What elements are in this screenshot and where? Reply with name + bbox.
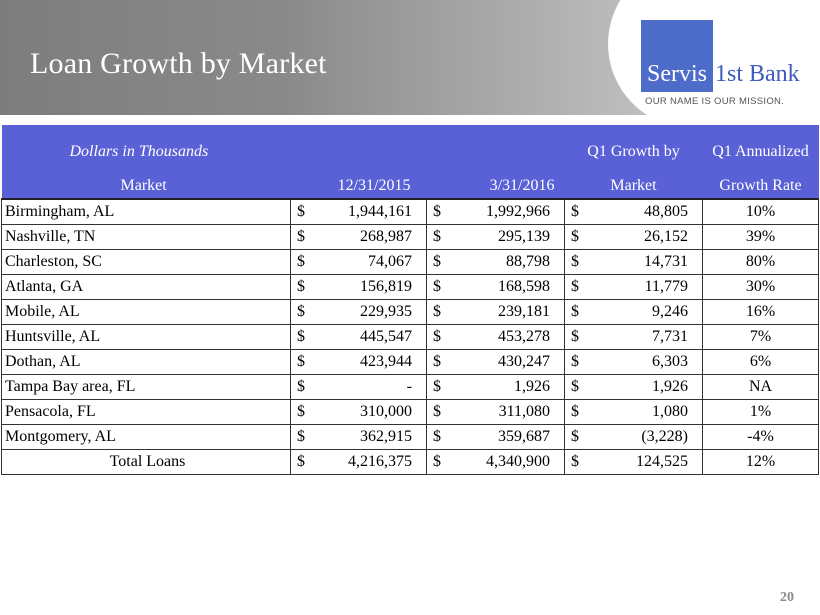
total-2015: 4,216,375 [317, 450, 427, 475]
total-growth: 124,525 [591, 450, 703, 475]
growth-rate: -4% [703, 425, 819, 450]
growth-value: (3,228) [591, 425, 703, 450]
value-2016: 430,247 [453, 350, 565, 375]
table-row [2, 350, 819, 375]
currency-symbol: $ [565, 375, 591, 400]
header-blank [427, 125, 565, 161]
currency-symbol: $ [565, 400, 591, 425]
currency-symbol: $ [291, 199, 317, 225]
currency-symbol: $ [427, 450, 453, 475]
currency-symbol: $ [427, 275, 453, 300]
growth-value: 26,152 [591, 225, 703, 250]
market-name: Tampa Bay area, FL [2, 375, 291, 400]
header-row-2 [2, 161, 819, 199]
currency-symbol: $ [427, 225, 453, 250]
value-2016: 1,926 [453, 375, 565, 400]
market-name: Huntsville, AL [2, 325, 291, 350]
currency-symbol: $ [565, 300, 591, 325]
growth-value: 6,303 [591, 350, 703, 375]
value-2015: 362,915 [317, 425, 427, 450]
market-name: Montgomery, AL [2, 425, 291, 450]
value-2016: 453,278 [453, 325, 565, 350]
market-name: Birmingham, AL [2, 199, 291, 225]
market-name: Nashville, TN [2, 225, 291, 250]
market-name: Atlanta, GA [2, 275, 291, 300]
header-rate-line2: Growth Rate [703, 161, 819, 199]
value-2015: 74,067 [317, 250, 427, 275]
currency-symbol: $ [565, 250, 591, 275]
currency-symbol: $ [291, 425, 317, 450]
total-rate: 12% [703, 450, 819, 475]
value-2016: 239,181 [453, 300, 565, 325]
currency-symbol: $ [427, 199, 453, 225]
currency-symbol: $ [565, 450, 591, 475]
total-label: Total Loans [2, 450, 291, 475]
header-row-1 [2, 125, 819, 161]
growth-rate: 80% [703, 250, 819, 275]
currency-symbol: $ [427, 425, 453, 450]
value-2015: 229,935 [317, 300, 427, 325]
loan-growth-table [1, 125, 819, 475]
value-2016: 168,598 [453, 275, 565, 300]
table-row [2, 400, 819, 425]
value-2016: 1,992,966 [453, 199, 565, 225]
value-2016: 88,798 [453, 250, 565, 275]
market-name: Charleston, SC [2, 250, 291, 275]
value-2015: 1,944,161 [317, 199, 427, 225]
total-2016: 4,340,900 [453, 450, 565, 475]
currency-symbol: $ [427, 250, 453, 275]
table-body [2, 199, 819, 475]
growth-value: 11,779 [591, 275, 703, 300]
growth-value: 14,731 [591, 250, 703, 275]
currency-symbol: $ [565, 275, 591, 300]
header-blank [291, 125, 427, 161]
currency-symbol: $ [427, 325, 453, 350]
logo-word-servis: Servis [647, 61, 707, 87]
growth-rate: 16% [703, 300, 819, 325]
market-name: Mobile, AL [2, 300, 291, 325]
currency-symbol: $ [291, 375, 317, 400]
growth-value: 9,246 [591, 300, 703, 325]
value-2015: - [317, 375, 427, 400]
table-row [2, 225, 819, 250]
table-row [2, 375, 819, 400]
growth-rate: 30% [703, 275, 819, 300]
growth-value: 1,926 [591, 375, 703, 400]
total-row [2, 450, 819, 475]
currency-symbol: $ [565, 425, 591, 450]
currency-symbol: $ [427, 400, 453, 425]
growth-value: 48,805 [591, 199, 703, 225]
header-rate-line1: Q1 Annualized [703, 125, 819, 161]
currency-symbol: $ [291, 275, 317, 300]
value-2016: 295,139 [453, 225, 565, 250]
growth-rate: 1% [703, 400, 819, 425]
currency-symbol: $ [291, 225, 317, 250]
market-name: Pensacola, FL [2, 400, 291, 425]
currency-symbol: $ [427, 375, 453, 400]
value-2016: 311,080 [453, 400, 565, 425]
growth-rate: NA [703, 375, 819, 400]
page-number: 20 [780, 590, 794, 605]
currency-symbol: $ [291, 350, 317, 375]
logo-tagline: OUR NAME IS OUR MISSION. [645, 96, 785, 107]
currency-symbol: $ [291, 325, 317, 350]
header-market: Market [2, 161, 291, 199]
table-row [2, 300, 819, 325]
currency-symbol: $ [291, 250, 317, 275]
currency-symbol: $ [565, 350, 591, 375]
table-row [2, 250, 819, 275]
header-2016: 3/31/2016 [427, 161, 565, 199]
table-row [2, 325, 819, 350]
currency-symbol: $ [427, 350, 453, 375]
value-2015: 156,819 [317, 275, 427, 300]
growth-value: 1,080 [591, 400, 703, 425]
table-row [2, 425, 819, 450]
market-name: Dothan, AL [2, 350, 291, 375]
value-2015: 423,944 [317, 350, 427, 375]
growth-rate: 10% [703, 199, 819, 225]
growth-rate: 6% [703, 350, 819, 375]
currency-symbol: $ [565, 325, 591, 350]
value-2015: 445,547 [317, 325, 427, 350]
value-2015: 268,987 [317, 225, 427, 250]
currency-symbol: $ [427, 300, 453, 325]
header-growth-line1: Q1 Growth by [565, 125, 703, 161]
currency-symbol: $ [565, 225, 591, 250]
page-title: Loan Growth by Market [30, 47, 327, 80]
table-row [2, 275, 819, 300]
currency-symbol: $ [565, 199, 591, 225]
table-row [2, 199, 819, 225]
value-2015: 310,000 [317, 400, 427, 425]
header-2015: 12/31/2015 [291, 161, 427, 199]
header-growth-line2: Market [565, 161, 703, 199]
growth-rate: 7% [703, 325, 819, 350]
growth-rate: 39% [703, 225, 819, 250]
header-dollars-note: Dollars in Thousands [2, 125, 291, 161]
logo-word-1st-bank: 1st Bank [715, 61, 800, 87]
currency-symbol: $ [291, 400, 317, 425]
growth-value: 7,731 [591, 325, 703, 350]
value-2016: 359,687 [453, 425, 565, 450]
currency-symbol: $ [291, 300, 317, 325]
currency-symbol: $ [291, 450, 317, 475]
